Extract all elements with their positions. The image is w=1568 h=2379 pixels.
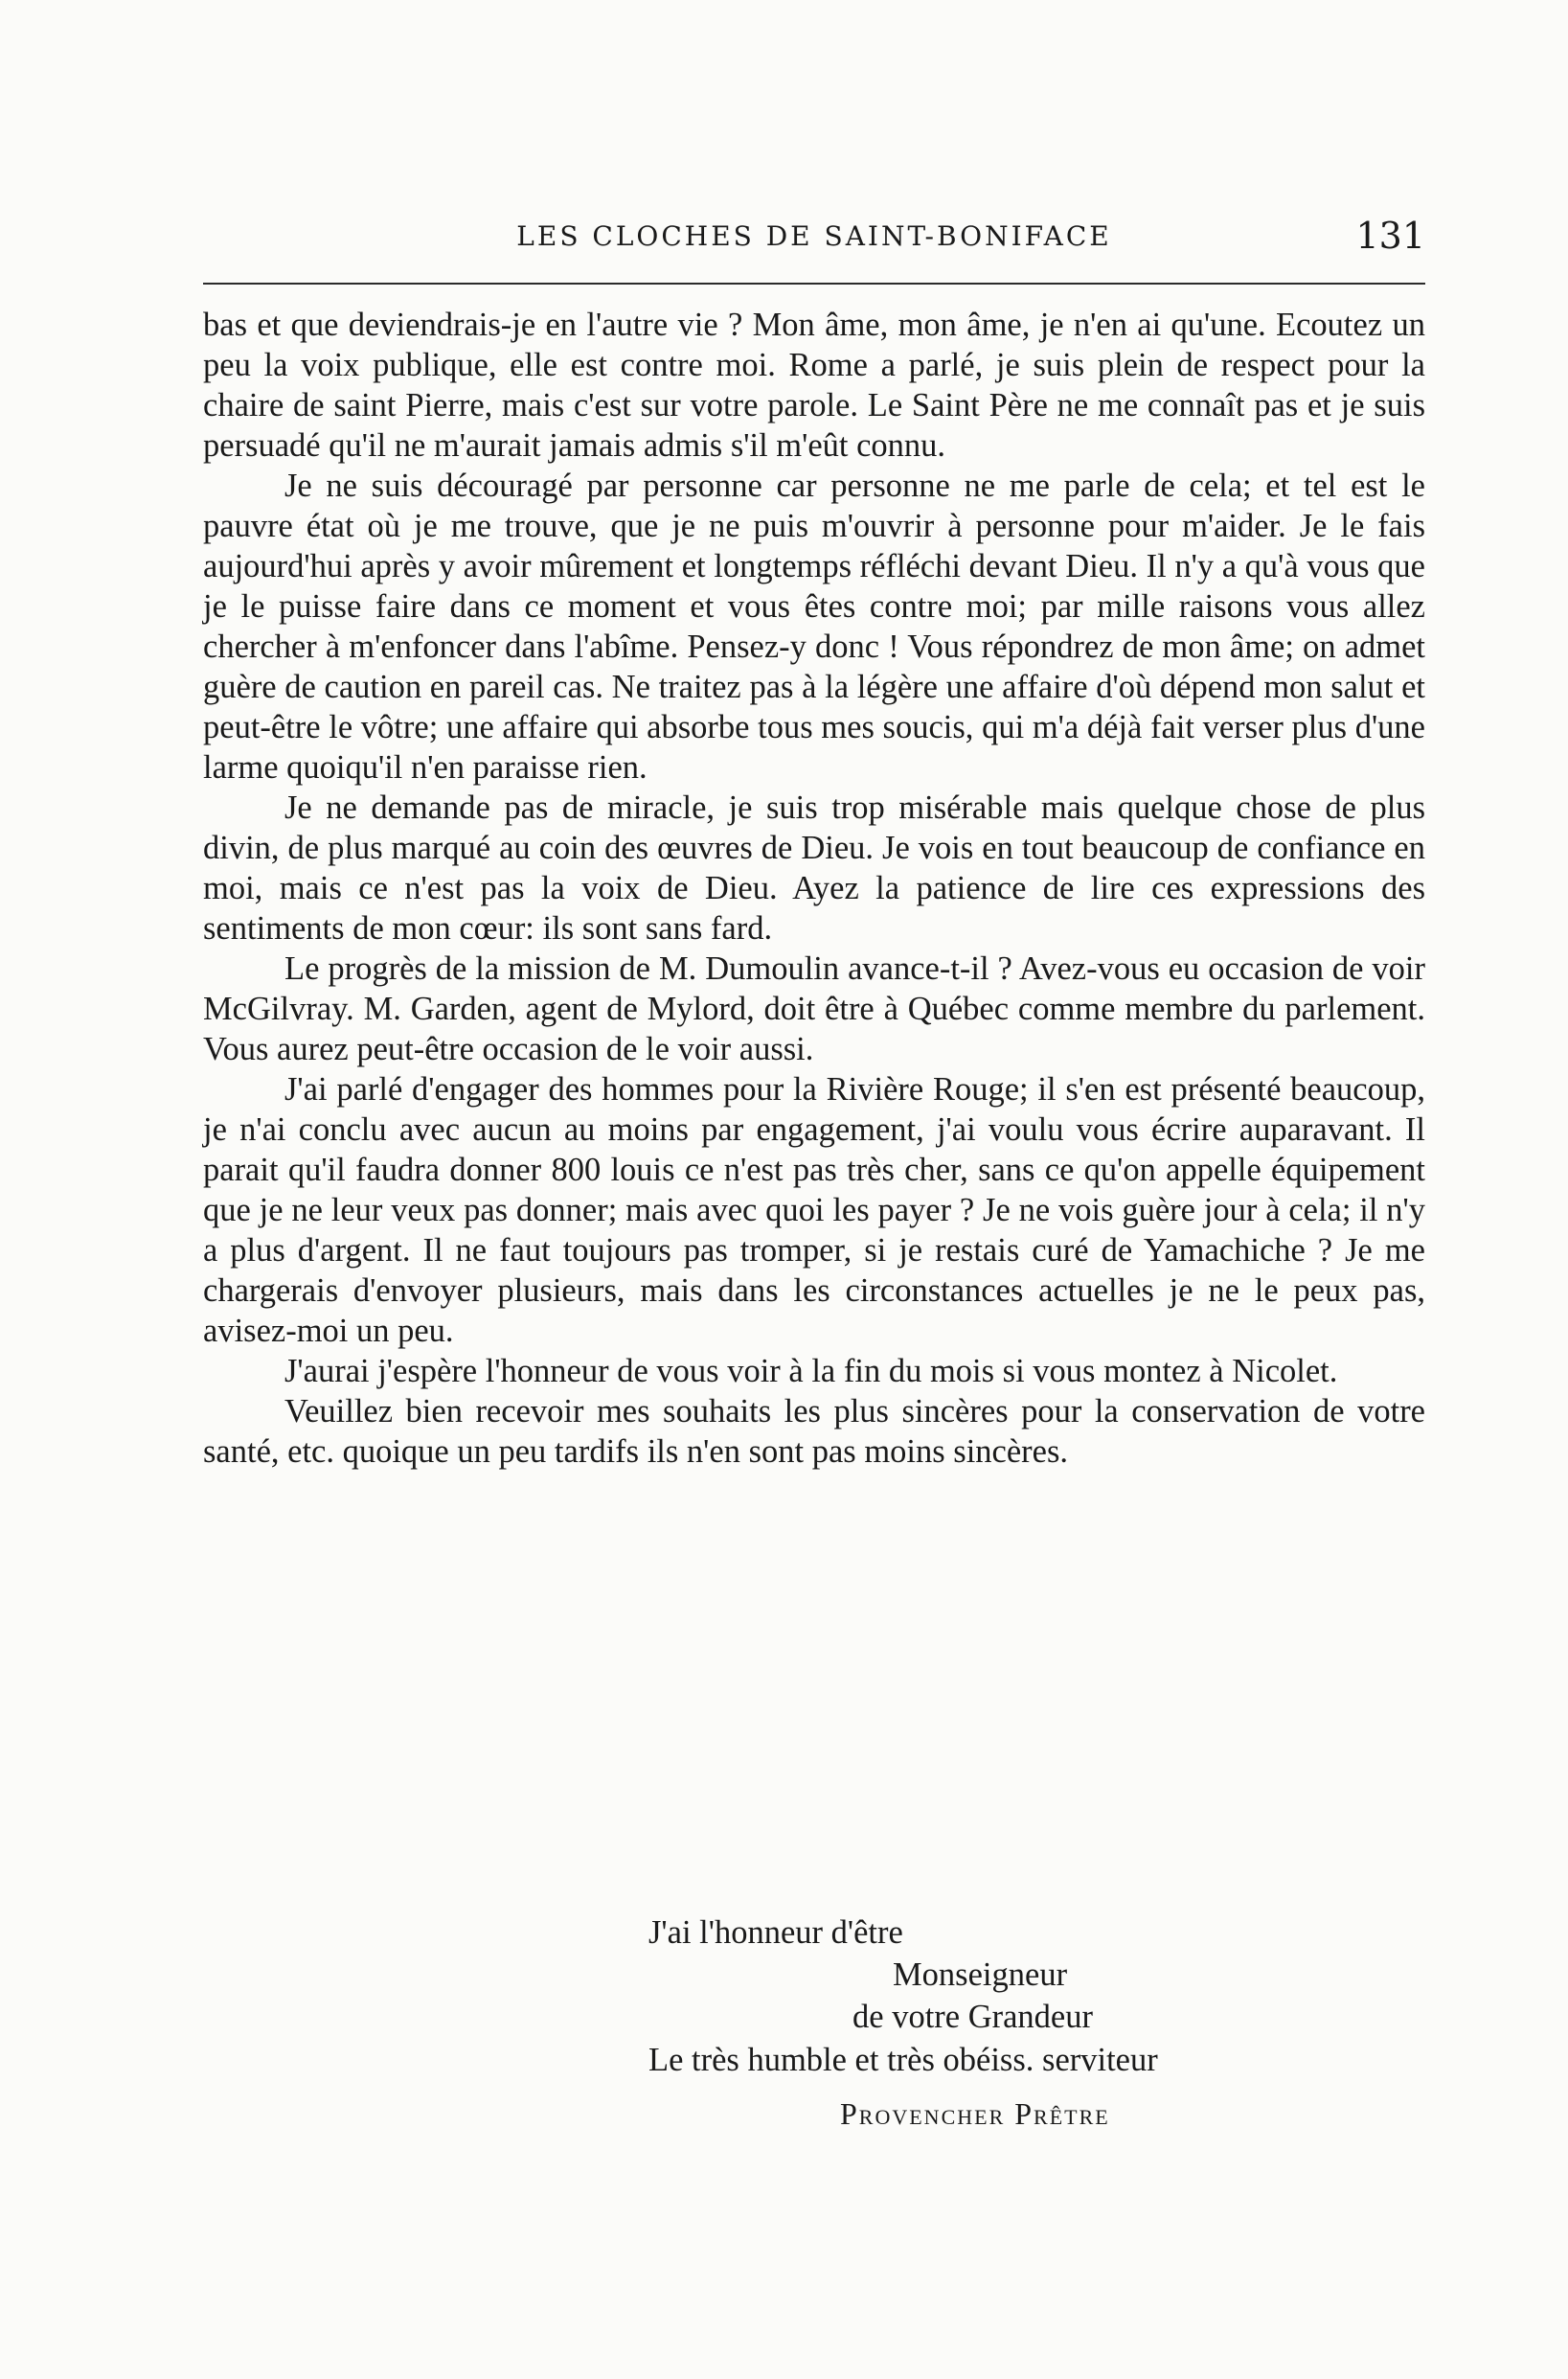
paragraph-4: Le progrès de la mission de M. Dumoulin avance-t-il ? Avez-vous eu occasion de voir McGilvray. M. Garden, agent de Mylord, doit être à Québec comme membre du parlement. Vous aurez peut-être occasion de le voir aussi. bbox=[203, 950, 1425, 1067]
paragraph-5: J'ai parlé d'engager des hommes pour la Rivière Rouge; il s'en est présenté beaucoup, je n'ai conclu avec aucun au moins par engagement, j'ai voulu vous écrire auparavant. Il parait qu'il faudra donner 800 louis ce n'est pas très cher, sans ce qu'on appelle équipement que je ne leur veux pas donner; mais avec quoi les payer ? Je ne vois guère jour à cela; il n'y a plus d'argent. Il ne faut toujours pas tromper, si je restais curé de Yamachiche ? Je me chargerais d'envoyer plusieurs, mais dans les circonstances actuelles je ne le peux pas, avisez-moi un peu. bbox=[203, 1071, 1425, 1349]
paragraph-2: Je ne suis découragé par personne car personne ne me parle de cela; et tel est le pauvre état où je me trouve, que je ne puis m'ouvrir à personne pour m'aider. Je le fais aujourd'hui après y avoir mûrement et longtemps réfléchi devant Dieu. Il n'y a qu'à vous que je le puisse faire dans ce moment et vous êtes contre moi; par mille raisons vous allez chercher à m'enfoncer dans l'abîme. Pensez-y donc ! Vous répondrez de mon âme; on admet guère de caution en pareil cas. Ne traitez pas à la légère une affaire d'où dépend mon salut et peut-être le vôtre; une affaire qui absorbe tous mes soucis, qui m'a déjà fait verser plus d'une larme quoiqu'il n'en paraisse rien. bbox=[203, 468, 1425, 786]
paragraph-6: J'aurai j'espère l'honneur de vous voir à la fin du mois si vous montez à Nicolet. bbox=[284, 1353, 1338, 1389]
letter-body bbox=[203, 305, 1425, 1472]
running-head bbox=[203, 215, 1425, 268]
page-number: 131 bbox=[1355, 215, 1425, 257]
paragraph-3: Je ne demande pas de miracle, je suis trop misérable mais quelque chose de plus divin, de plus marqué au coin des œuvres de Dieu. Je vois en tout beaucoup de confiance en moi, mais ce n'est pas la voix de Dieu. Ayez la patience de lire ces expressions des sentiments de mon cœur: ils sont sans fard. bbox=[203, 789, 1425, 947]
closing-line-2: Monseigneur bbox=[893, 1956, 1068, 1993]
closing-line-4: Le très humble et très obéiss. serviteur bbox=[648, 2042, 1158, 2078]
closing-line-3: de votre Grandeur bbox=[852, 1999, 1093, 2035]
closing-line-1: J'ai l'honneur d'être bbox=[648, 1914, 903, 1951]
header-rule bbox=[203, 283, 1425, 285]
signature: Provencher Prêtre bbox=[840, 2096, 1110, 2131]
paragraph-7: Veuillez bien recevoir mes souhaits les plus sincères pour la conservation de votre santé, etc. quoique un peu tardifs ils n'en sont pas moins sincères. bbox=[203, 1393, 1425, 1470]
paragraph-1: bas et que deviendrais-je en l'autre vie ? Mon âme, mon âme, je n'en ai qu'une. Ecoutez un peu la voix publique, elle est contre moi. Rome a parlé, je suis plein de respect pour la chaire de saint Pierre, mais c'est sur votre parole. Le Saint Père ne me connaît pas et je suis persuadé qu'il ne m'aurait jamais admis s'il m'eût connu. bbox=[203, 307, 1425, 464]
running-title: LES CLOCHES DE SAINT-BONIFACE bbox=[516, 220, 1112, 252]
